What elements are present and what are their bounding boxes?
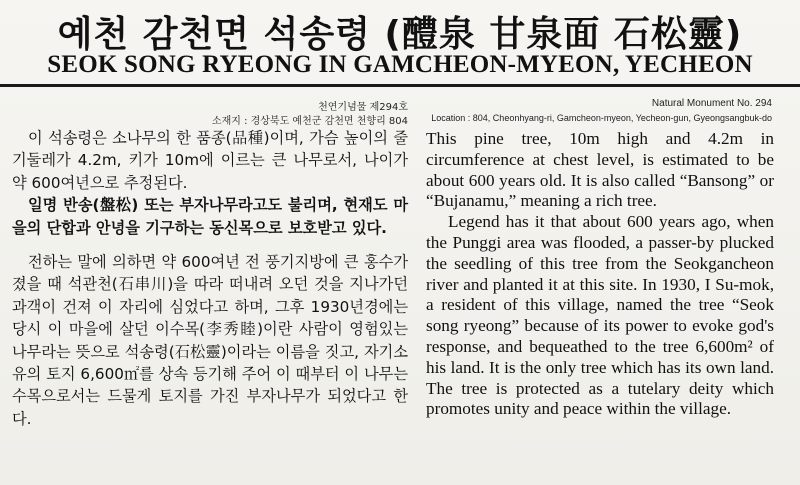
english-location: Location : 804, Cheonhyang-ri, Gamcheon-myeon, Yecheon-gun, Gyeongsangbuk-do	[431, 113, 772, 123]
korean-title: 예천 감천면 석송령 (醴泉 甘泉面 石松靈)	[57, 14, 743, 55]
english-paragraph-2: Legend has it that about 600 years ago, when the Punggi area was flooded, a passer-by plucked the seedling of this tree from the Seokgancheon river and planted it at this site. In 1930, I Su-mok, a resident of this village, named the tree “Seok song ryeong” because of its power to evoke god's response, and bequeathed to the tree 6,600m² of his land. It is the only tree which has its own land. The tree is protected as a tutelary deity which promotes unity and peace within the village.	[426, 212, 774, 419]
korean-paragraph-2: 일명 반송(盤松) 또는 부자나무라고도 불리며, 현재도 마을의 단합과 안녕을 기구하는 동신목으로 보호받고 있다.	[12, 196, 408, 237]
korean-paragraph-3: 전하는 말에 의하면 약 600여년 전 풍기지방에 큰 홍수가 졌을 때 석관천(石串川)을 따라 떠내려 오던 것을 지나가던 과객이 건져 이 자리에 심었다고 하며, 그후 1930년경에는 당시 이 마을에 살던 이수목(李秀睦)이란 사람이 영험있는 나무라는 뜻으로 석송령(石松靈)이라는 이름을 짓고, 자기소유의 토지 6,600㎡를 상속 등기해 주어 이 때부터 이 나무는 수목으로서는 드물게 토지를 가진 부자나무가 되었다고 한다.	[12, 253, 408, 428]
korean-location: 소재지 : 경상북도 예천군 감천면 천향리 804	[211, 116, 408, 127]
english-description	[426, 129, 774, 420]
english-paragraph-1: This pine tree, 10m high and 4.2m in circumference at chest level, is estimated to be about 600 years old. It is also called “Bansong” or “Bujanamu,” meaning a rich tree.	[426, 129, 774, 211]
korean-description	[12, 127, 408, 430]
english-title: SEOK SONG RYEONG IN GAMCHEON-MYEON, YECHEON	[47, 51, 753, 78]
english-monument-number: Natural Monument No. 294	[651, 98, 772, 109]
korean-monument-number: 천연기념물 제294호	[318, 102, 408, 113]
korean-paragraph-1: 이 석송령은 소나무의 한 품종(品種)이며, 가슴 높이의 줄기둘레가 4.2m, 키가 10m에 이르는 큰 나무로서, 나이가 약 600여년으로 추정된다.	[12, 129, 408, 192]
title-divider	[0, 84, 800, 87]
